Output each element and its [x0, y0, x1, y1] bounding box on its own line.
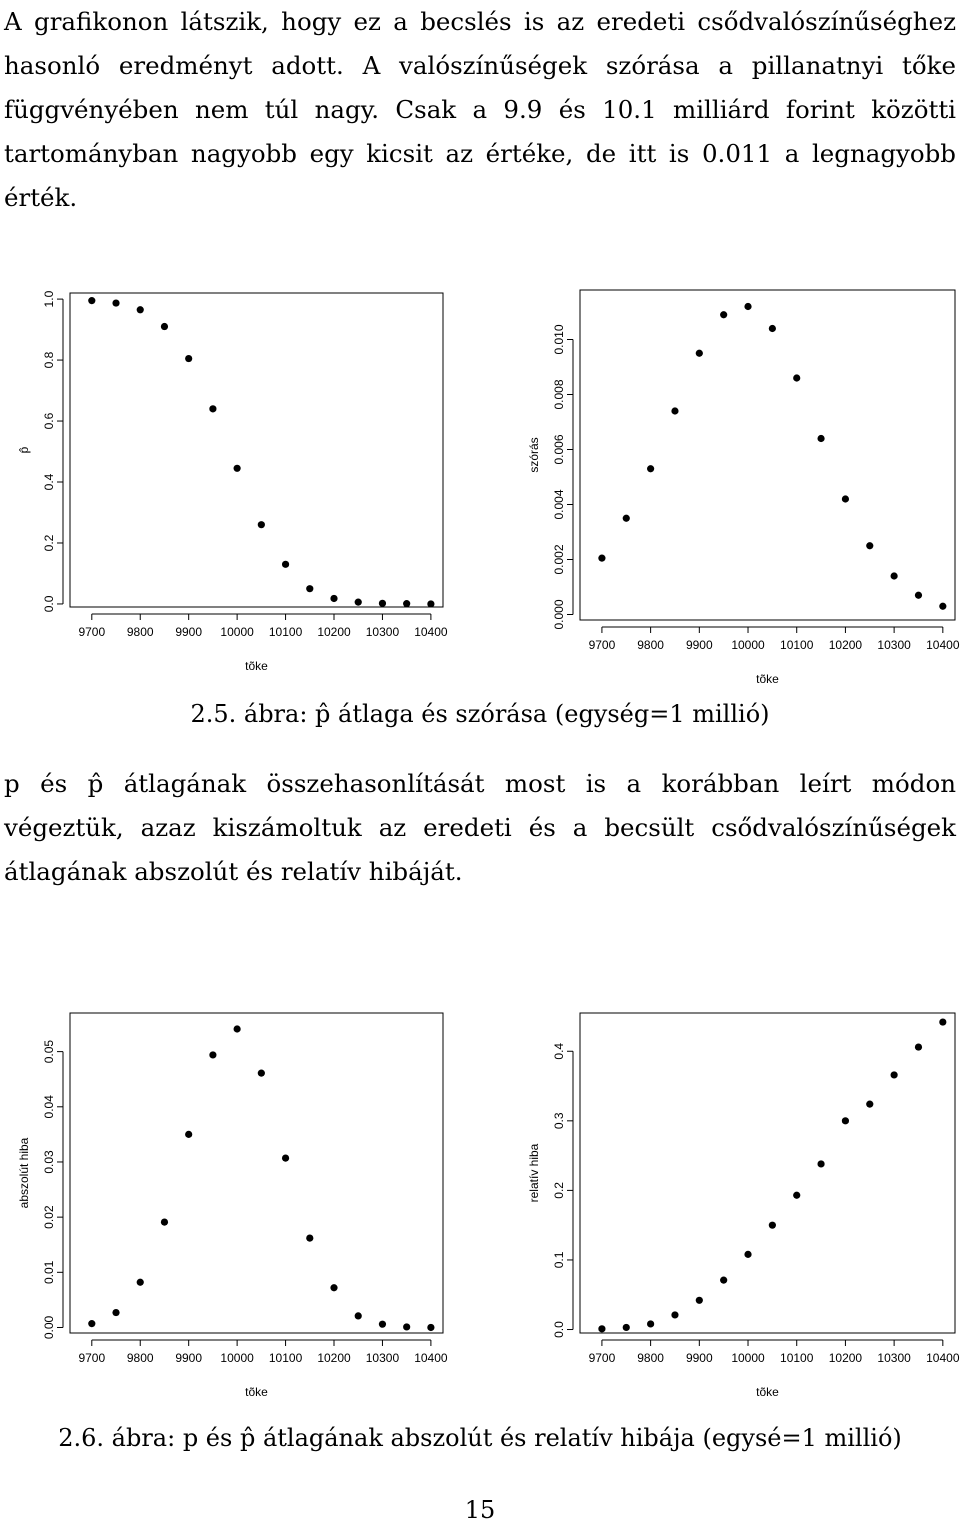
data-point [866, 542, 873, 549]
data-point [866, 1101, 873, 1108]
data-point [793, 374, 800, 381]
x-tick-label: 9700 [78, 625, 106, 639]
x-tick-label: 10100 [780, 1351, 814, 1365]
x-tick-label: 9700 [588, 638, 616, 652]
data-point [891, 1071, 898, 1078]
data-point [161, 323, 168, 330]
y-tick-label: 0.4 [552, 1042, 566, 1060]
data-point [137, 1279, 144, 1286]
y-tick-label: 0.00 [42, 1315, 56, 1340]
x-tick-label: 10100 [268, 1351, 303, 1365]
x-tick-label: 9900 [175, 1351, 203, 1365]
data-point [112, 1309, 119, 1316]
x-tick-label: 9800 [126, 625, 154, 639]
data-point [258, 521, 265, 528]
paragraph-2: p és p̂ átlagának összehasonlítását most is a korábban leírt módon végeztük, azaz kiszámoltuk az eredeti és a becsült csődvalószínűségek átlagának abszolút és relatív hibáját. [4, 769, 956, 886]
y-tick-label: 0.0 [552, 1321, 566, 1338]
x-tick-label: 10400 [414, 625, 448, 639]
data-point [306, 585, 313, 592]
data-point [842, 1117, 849, 1124]
data-point [258, 1070, 265, 1077]
data-point [306, 1235, 313, 1242]
x-tick-label: 10000 [220, 625, 254, 639]
x-axis-label: tõke [245, 1385, 268, 1399]
x-tick-label: 10300 [877, 638, 911, 652]
x-tick-label: 10400 [926, 1351, 960, 1365]
data-point [427, 600, 434, 607]
plot-mean-p-hat [17, 290, 448, 673]
data-point [330, 1284, 337, 1291]
y-tick-label: 0.004 [552, 489, 566, 520]
data-point [817, 1160, 824, 1167]
y-axis-label: p̂ [17, 446, 31, 454]
y-tick-label: 0.05 [42, 1039, 56, 1064]
y-tick-label: 0.2 [552, 1182, 566, 1199]
data-point [161, 1219, 168, 1226]
y-tick-label: 1.0 [42, 290, 56, 308]
data-point [720, 311, 727, 318]
x-tick-label: 10300 [365, 1351, 400, 1365]
data-point [403, 600, 410, 607]
y-axis-label: relatív hiba [527, 1143, 541, 1203]
x-tick-label: 10000 [731, 1351, 765, 1365]
x-tick-label: 10100 [268, 625, 303, 639]
plot-std-dev [527, 290, 960, 686]
x-tick-label: 9700 [588, 1351, 616, 1365]
data-point [88, 297, 95, 304]
x-tick-label: 10200 [828, 1351, 863, 1365]
plot-frame [580, 290, 955, 620]
y-tick-label: 0.02 [42, 1205, 56, 1229]
data-point [598, 555, 605, 562]
data-point [647, 1320, 654, 1327]
data-point [744, 1251, 751, 1258]
data-point [209, 405, 216, 412]
x-tick-label: 10200 [828, 638, 863, 652]
x-axis-label: tõke [245, 659, 268, 673]
y-tick-label: 0.6 [42, 412, 56, 430]
x-tick-label: 10200 [317, 625, 351, 639]
plot-frame [70, 293, 443, 607]
y-tick-label: 0.4 [42, 473, 56, 491]
data-point [915, 592, 922, 599]
y-tick-label: 0.04 [42, 1095, 56, 1119]
data-point [671, 1311, 678, 1318]
y-axis-label: abszolút hiba [17, 1137, 31, 1209]
y-axis-label: szórás [527, 437, 541, 473]
data-point [744, 303, 751, 310]
data-point [891, 572, 898, 579]
data-point [915, 1043, 922, 1050]
data-point [793, 1192, 800, 1199]
y-tick-label: 0.002 [552, 544, 566, 575]
x-tick-label: 10400 [414, 1351, 448, 1365]
plot-frame [580, 1013, 955, 1333]
y-tick-label: 0.1 [552, 1251, 566, 1269]
y-tick-label: 0.01 [42, 1260, 56, 1284]
data-point [379, 1321, 386, 1328]
data-point [427, 1324, 434, 1331]
x-tick-label: 10300 [877, 1351, 911, 1365]
data-point [720, 1277, 727, 1284]
figure-caption-2-6: 2.6. ábra: p és p̂ átlagának abszolút és relatív hibája (egysé=1 millió) [58, 1424, 902, 1452]
x-tick-label: 9900 [685, 1351, 713, 1365]
x-tick-label: 10100 [780, 638, 814, 652]
data-point [330, 595, 337, 602]
data-point [355, 599, 362, 606]
figure-caption-2-5: 2.5. ábra: p̂ átlaga és szórása (egység=1 millió) [190, 700, 770, 728]
data-point [623, 1324, 630, 1331]
x-tick-label: 10000 [731, 638, 765, 652]
x-axis-label: tõke [756, 1385, 779, 1399]
data-point [817, 435, 824, 442]
y-tick-label: 0.2 [42, 534, 56, 552]
paragraph-1: A grafikonon látszik, hogy ez a becslés is az eredeti csődvalószínűséghez hasonló eredményt adott. A valószínűségek szórása a pillanatnyi tőke függvényében nem túl nagy. Csak a 9.9 és 10.1 milliárd forint közötti tartományban nagyobb egy kicsit az értéke, de itt is 0.011 a legnagyobb érték. [4, 7, 956, 212]
x-tick-label: 9800 [637, 638, 664, 652]
data-point [671, 407, 678, 414]
data-point [696, 350, 703, 357]
y-tick-label: 0.010 [552, 324, 566, 355]
data-point [939, 1018, 946, 1025]
y-tick-label: 0.03 [42, 1150, 56, 1174]
data-point [209, 1051, 216, 1058]
y-tick-label: 0.8 [42, 351, 56, 369]
x-tick-label: 9900 [175, 625, 203, 639]
x-tick-label: 9800 [637, 1351, 664, 1365]
y-tick-label: 0.008 [552, 379, 566, 410]
data-point [598, 1325, 605, 1332]
data-point [234, 1025, 241, 1032]
data-point [282, 1155, 289, 1162]
y-tick-label: 0.000 [552, 599, 566, 630]
data-point [939, 603, 946, 610]
data-point [137, 306, 144, 313]
data-point [355, 1312, 362, 1319]
page-number: 15 [464, 1496, 496, 1524]
data-point [234, 465, 241, 472]
data-point [696, 1297, 703, 1304]
data-point [769, 1222, 776, 1229]
data-point [379, 600, 386, 607]
data-point [88, 1320, 95, 1327]
data-point [623, 515, 630, 522]
data-point [403, 1323, 410, 1330]
data-point [647, 465, 654, 472]
x-axis-label: tõke [756, 672, 779, 686]
data-point [112, 299, 119, 306]
x-tick-label: 9800 [126, 1351, 154, 1365]
x-tick-label: 9900 [685, 638, 713, 652]
x-tick-label: 9700 [78, 1351, 106, 1365]
y-tick-label: 0.006 [552, 434, 566, 465]
data-point [842, 495, 849, 502]
data-point [282, 561, 289, 568]
plot-relative-error [527, 1013, 960, 1399]
y-tick-label: 0.0 [42, 595, 56, 613]
plot-absolute-error [17, 1013, 448, 1399]
x-tick-label: 10400 [926, 638, 960, 652]
y-tick-label: 0.3 [552, 1112, 566, 1130]
plot-frame [70, 1013, 443, 1333]
data-point [769, 325, 776, 332]
data-point [185, 355, 192, 362]
data-point [185, 1131, 192, 1138]
x-tick-label: 10300 [365, 625, 400, 639]
x-tick-label: 10200 [317, 1351, 351, 1365]
x-tick-label: 10000 [220, 1351, 254, 1365]
